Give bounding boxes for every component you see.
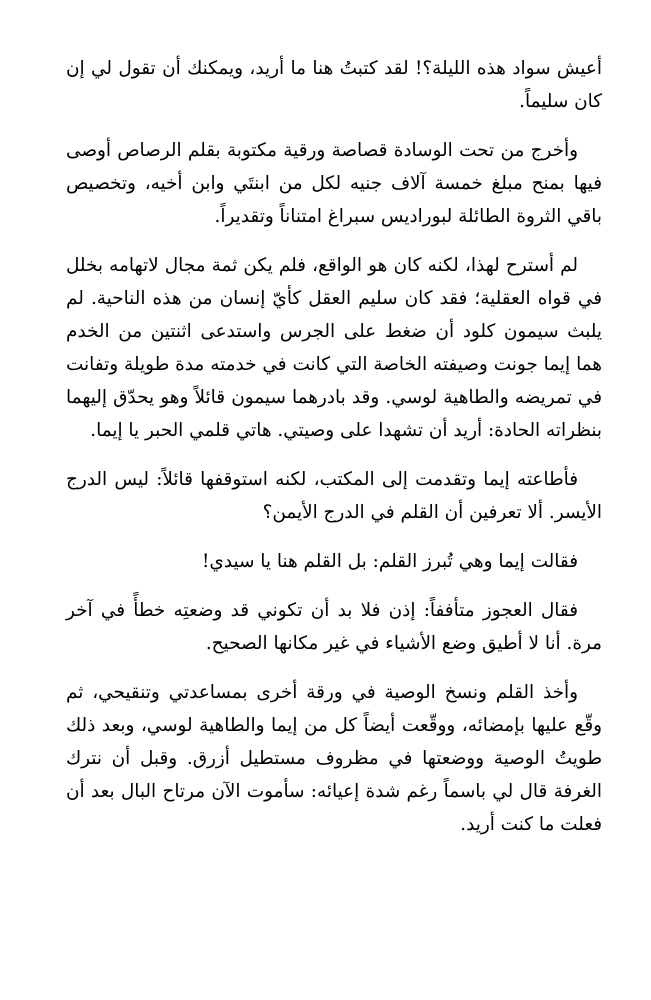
paragraph-6: فقال العجوز متأففاً: إذن فلا بد أن تكوني قد وضعتِه خطأً في آخر مرة. أنا لا أطيق وضع الأشياء في غير مكانها الصحيح. [66,600,602,654]
paragraph-3: لم أسترح لهذا، لكنه كان هو الواقع، فلم يكن ثمة مجال لاتهامه بخلل في قواه العقلية؛ فقد كان سليم العقل كأيّ إنسان من هذه الناحية. لم يلبث سيمون كلود أن ضغط على الجرس واستدعى اثنتين من الخدم هما إيما جونت وصيفته الخاصة التي كانت في خدمته مدة طويلة وتفانت في تمريضه والطاهية لوسي. وقد بادرهما سيمون قائلاً وهو يحدّق إليهما بنظراته الحادة: أريد أن تشهدا على وصيتي. هاتي قلمي الحبر يا إيما. [66,255,602,441]
paragraph-5: فقالت إيما وهي تُبرز القلم: بل القلم هنا يا سيدي! [202,551,578,572]
paragraph-4: فأطاعته إيما وتقدمت إلى المكتب، لكنه استوقفها قائلاً: ليس الدرج الأيسر. ألا تعرفين أن القلم في الدرج الأيمن؟ [66,469,602,523]
paragraph-1: أعيش سواد هذه الليلة؟! لقد كتبتُ هنا ما أريد، ويمكنك أن تقول لي إن كان سليماً. [66,58,602,112]
paragraph-7: وأخذ القلم ونسخ الوصية في ورقة أخرى بمساعدتي وتنقيحي، ثم وقّع عليها بإمضائه، ووقّعت أيضاً كل من إيما والطاهية لوسي، وبعد ذلك طويتُ الوصية ووضعتها في مظروف مستطيل أزرق. وقبل أن نترك الغرفة قال لي باسماً رغم شدة إعيائه: سأموت الآن مرتاح البال بعد أن فعلت ما كنت أريد. [66,682,602,835]
book-page-text [66,52,602,841]
paragraph-2: وأخرج من تحت الوسادة قصاصة ورقية مكتوبة بقلم الرصاص أوصى فيها بمنح مبلغ خمسة آلاف جنيه لكل من ابنتَي وابن أخيه، وتخصيص باقي الثروة الطائلة لبوراديس سبراغ امتناناً وتقديراً. [66,140,602,227]
